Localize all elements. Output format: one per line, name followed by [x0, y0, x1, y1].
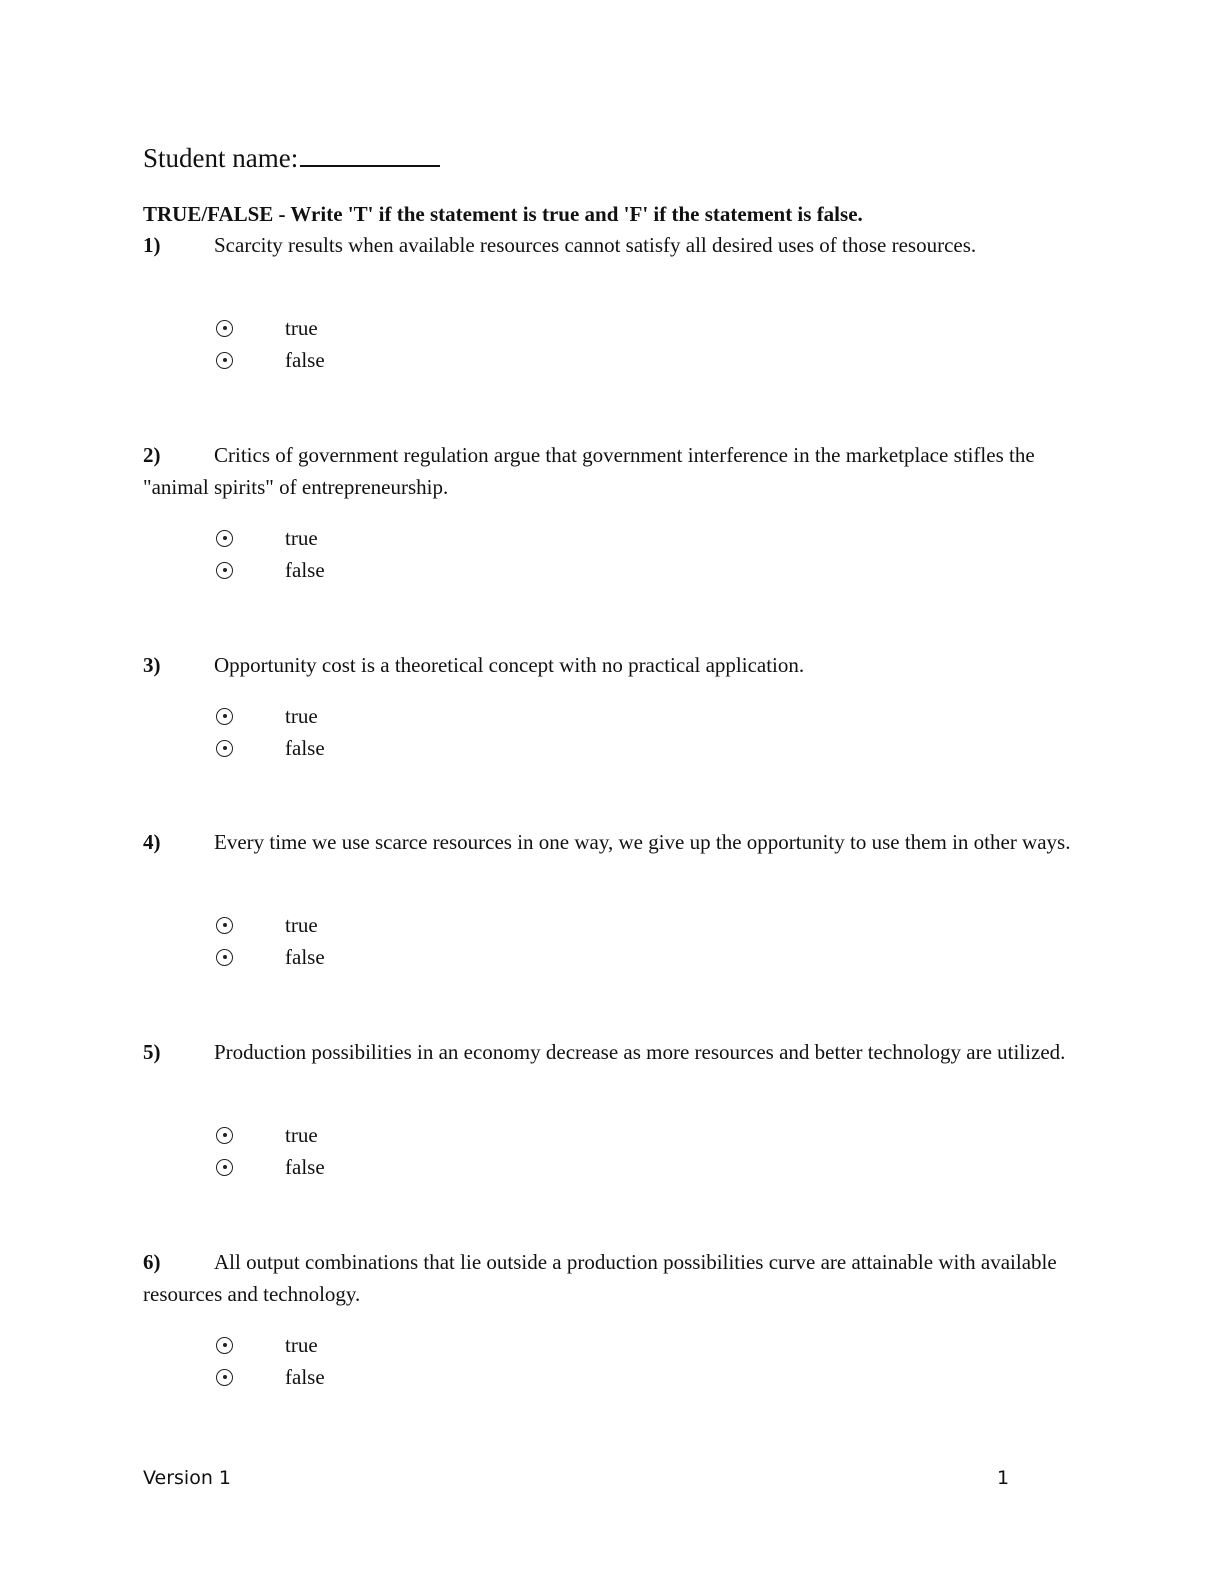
question-text: Opportunity cost is a theoretical concept with no practical application.	[214, 653, 805, 677]
radio-button-icon[interactable]	[216, 917, 233, 934]
question-2	[143, 439, 1083, 503]
question-text: Every time we use scarce resources in one way, we give up the opportunity to use them in other ways.	[214, 830, 1071, 854]
radio-button-icon[interactable]	[216, 1369, 233, 1386]
student-name-label: Student name:	[143, 143, 299, 173]
radio-button-icon[interactable]	[216, 562, 233, 579]
student-name-line	[143, 140, 440, 176]
option-true[interactable]	[216, 700, 325, 732]
option-label: false	[285, 1365, 325, 1389]
question-1-options	[216, 312, 325, 376]
question-text: Production possibilities in an economy decrease as more resources and better technology are utilized.	[214, 1040, 1066, 1064]
option-true[interactable]	[216, 522, 325, 554]
option-false[interactable]	[216, 1151, 325, 1183]
question-3-options	[216, 700, 325, 764]
page-number: 1	[997, 1467, 1010, 1489]
question-number: 4)	[143, 830, 161, 854]
option-label: false	[285, 348, 325, 372]
option-true[interactable]	[216, 1329, 325, 1361]
option-label: false	[285, 1155, 325, 1179]
option-label: false	[285, 558, 325, 582]
option-label: true	[285, 913, 318, 937]
instructions: TRUE/FALSE - Write 'T' if the statement is true and 'F' if the statement is false.	[143, 202, 863, 226]
footer-version: Version 1	[143, 1467, 231, 1489]
question-3	[143, 649, 1083, 681]
option-label: false	[285, 736, 325, 760]
option-false[interactable]	[216, 344, 325, 376]
option-label: true	[285, 316, 318, 340]
radio-button-icon[interactable]	[216, 1337, 233, 1354]
option-false[interactable]	[216, 941, 325, 973]
question-text: All output combinations that lie outside a production possibilities curve are attainable with available resources and technology.	[143, 1250, 1057, 1306]
option-label: true	[285, 1123, 318, 1147]
question-number: 3)	[143, 653, 161, 677]
radio-button-icon[interactable]	[216, 1159, 233, 1176]
radio-button-icon[interactable]	[216, 352, 233, 369]
question-number: 5)	[143, 1040, 161, 1064]
question-4	[143, 826, 1083, 858]
option-label: true	[285, 1333, 318, 1357]
radio-button-icon[interactable]	[216, 320, 233, 337]
question-6-options	[216, 1329, 325, 1393]
radio-button-icon[interactable]	[216, 708, 233, 725]
question-text: Scarcity results when available resources cannot satisfy all desired uses of those resources.	[214, 233, 977, 257]
radio-button-icon[interactable]	[216, 530, 233, 547]
radio-button-icon[interactable]	[216, 1127, 233, 1144]
question-1	[143, 229, 1083, 261]
question-6	[143, 1246, 1083, 1310]
option-true[interactable]	[216, 1119, 325, 1151]
student-name-blank[interactable]	[300, 141, 440, 167]
option-false[interactable]	[216, 1361, 325, 1393]
question-number: 6)	[143, 1250, 161, 1274]
question-number: 2)	[143, 443, 161, 467]
radio-button-icon[interactable]	[216, 740, 233, 757]
option-true[interactable]	[216, 312, 325, 344]
question-4-options	[216, 909, 325, 973]
radio-button-icon[interactable]	[216, 949, 233, 966]
question-text: Critics of government regulation argue that government interference in the marketplace stifles the "animal spirits" of entrepreneurship.	[143, 443, 1035, 499]
option-label: false	[285, 945, 325, 969]
question-number: 1)	[143, 233, 161, 257]
question-5-options	[216, 1119, 325, 1183]
option-false[interactable]	[216, 554, 325, 586]
option-true[interactable]	[216, 909, 325, 941]
question-5	[143, 1036, 1083, 1068]
question-2-options	[216, 522, 325, 586]
option-false[interactable]	[216, 732, 325, 764]
option-label: true	[285, 526, 318, 550]
option-label: true	[285, 704, 318, 728]
